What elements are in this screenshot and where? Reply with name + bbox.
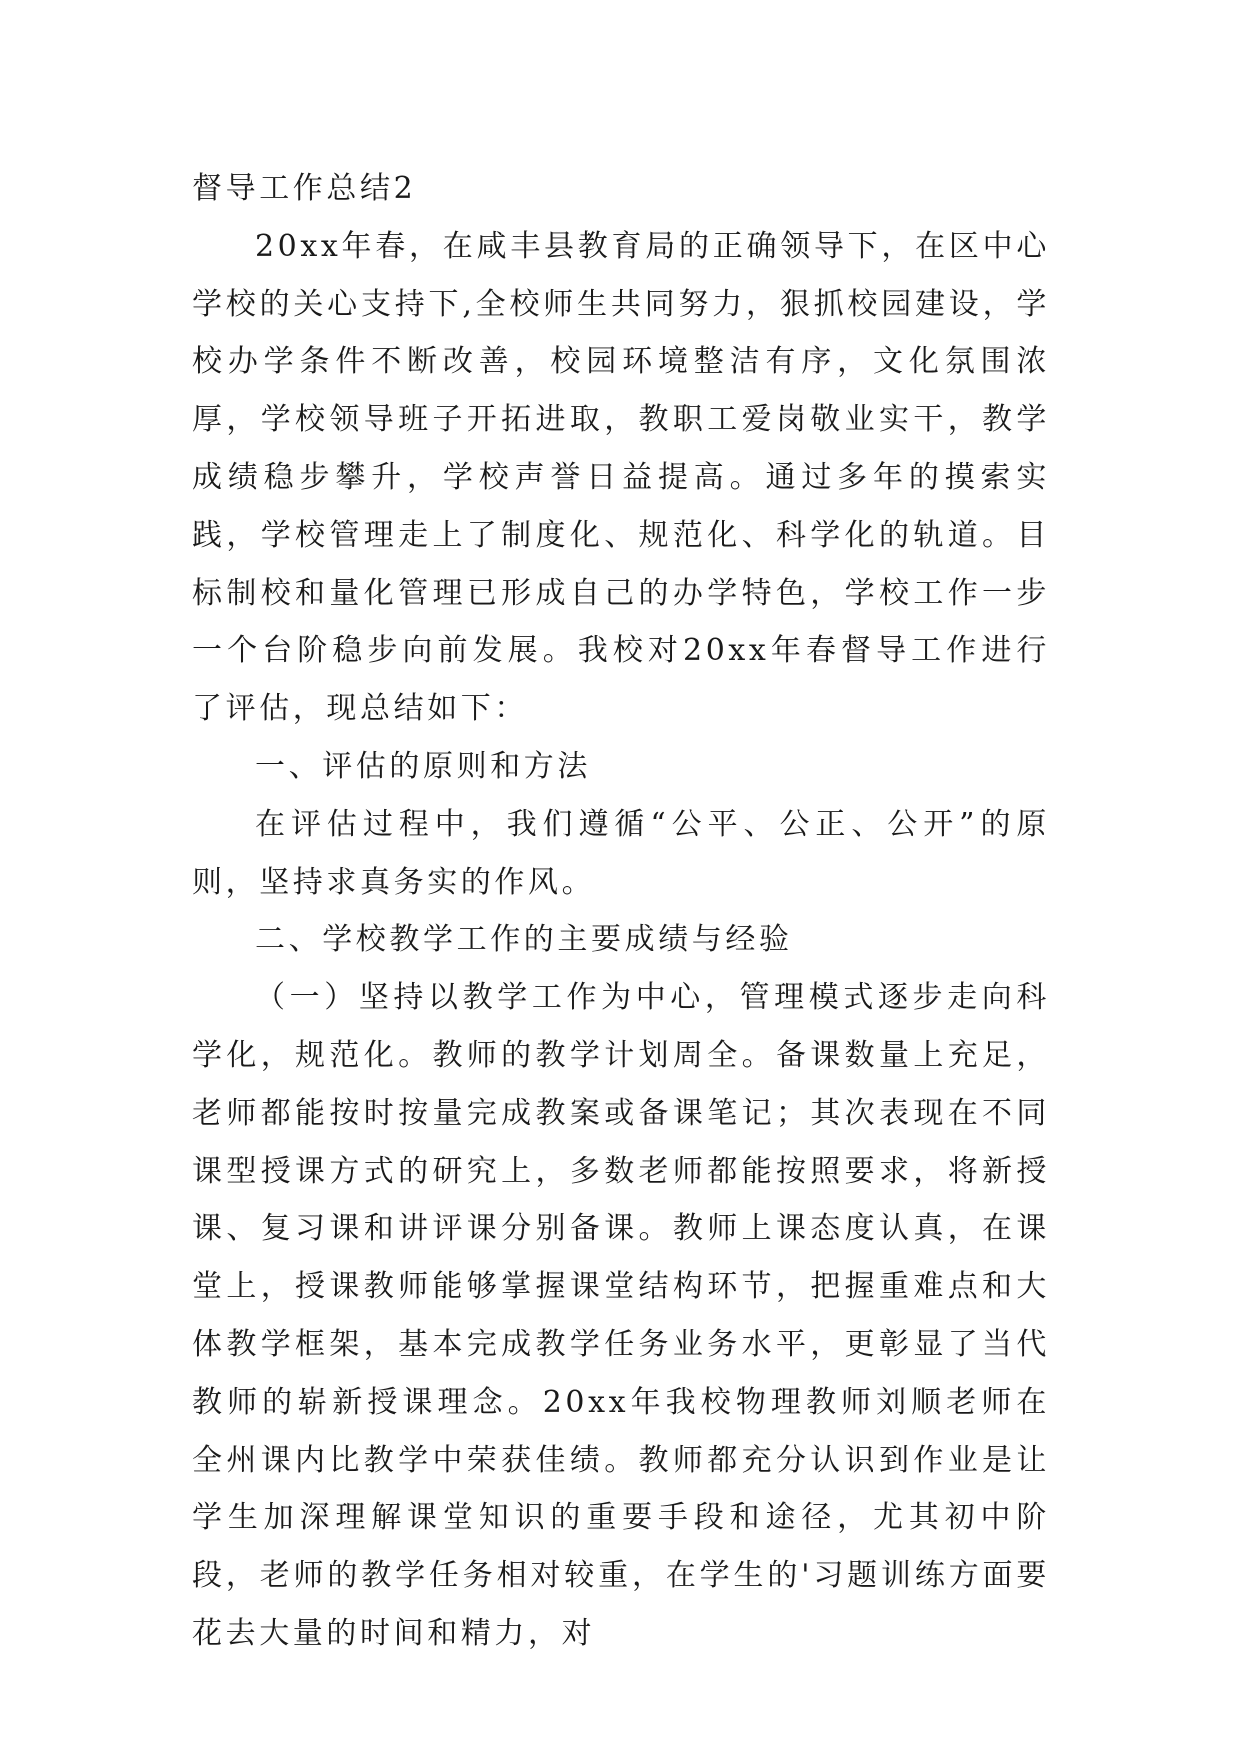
section2-paragraph: （一）坚持以教学工作为中心，管理模式逐步走向科学化，规范化。教师的教学计划周全。备课数量上充足，老师都能按时按量完成教案或备课笔记；其次表现在不同课型授课方式的研究上，多数老师都能按照要求，将新授课、复习课和讲评课分别备课。教师上课态度认真，在课堂上，授课教师能够掌握课堂结构环节，把握重难点和大体教学框架，基本完成教学任务业务水平，更彰显了当代教师的崭新授课理念。20xx年我校物理教师刘顺老师在全州课内比教学中荣获佳绩。教师都充分认识到作业是让学生加深理解课堂知识的重要手段和途径，尤其初中阶段，老师的教学任务相对较重，在学生的'习题训练方面要花去大量的时间和精力，对 [192,980,1050,1651]
document-title: 督导工作总结2 [192,171,417,206]
section1-paragraph: 在评估过程中，我们遵循“公平、公正、公开”的原则，坚持求真务实的作风。 [192,806,1050,900]
document-body [192,160,1050,1663]
section2-heading: 二、学校教学工作的主要成绩与经验 [255,922,793,958]
intro-paragraph: 20xx年春，在咸丰县教育局的正确领导下，在区中心学校的关心支持下,全校师生共同努力，狠抓校园建设，学校办学条件不断改善，校园环境整洁有序，文化氛围浓厚，学校领导班子开拓进取，教职工爱岗敬业实干，教学成绩稳步攀升，学校声誉日益提高。通过多年的摸索实践，学校管理走上了制度化、规范化、科学化的轨道。目标制校和量化管理已形成自己的办学特色，学校工作一步一个台阶稳步向前发展。我校对20xx年春督导工作进行了评估，现总结如下： [192,228,1050,727]
section1-heading: 一、评估的原则和方法 [255,748,591,784]
